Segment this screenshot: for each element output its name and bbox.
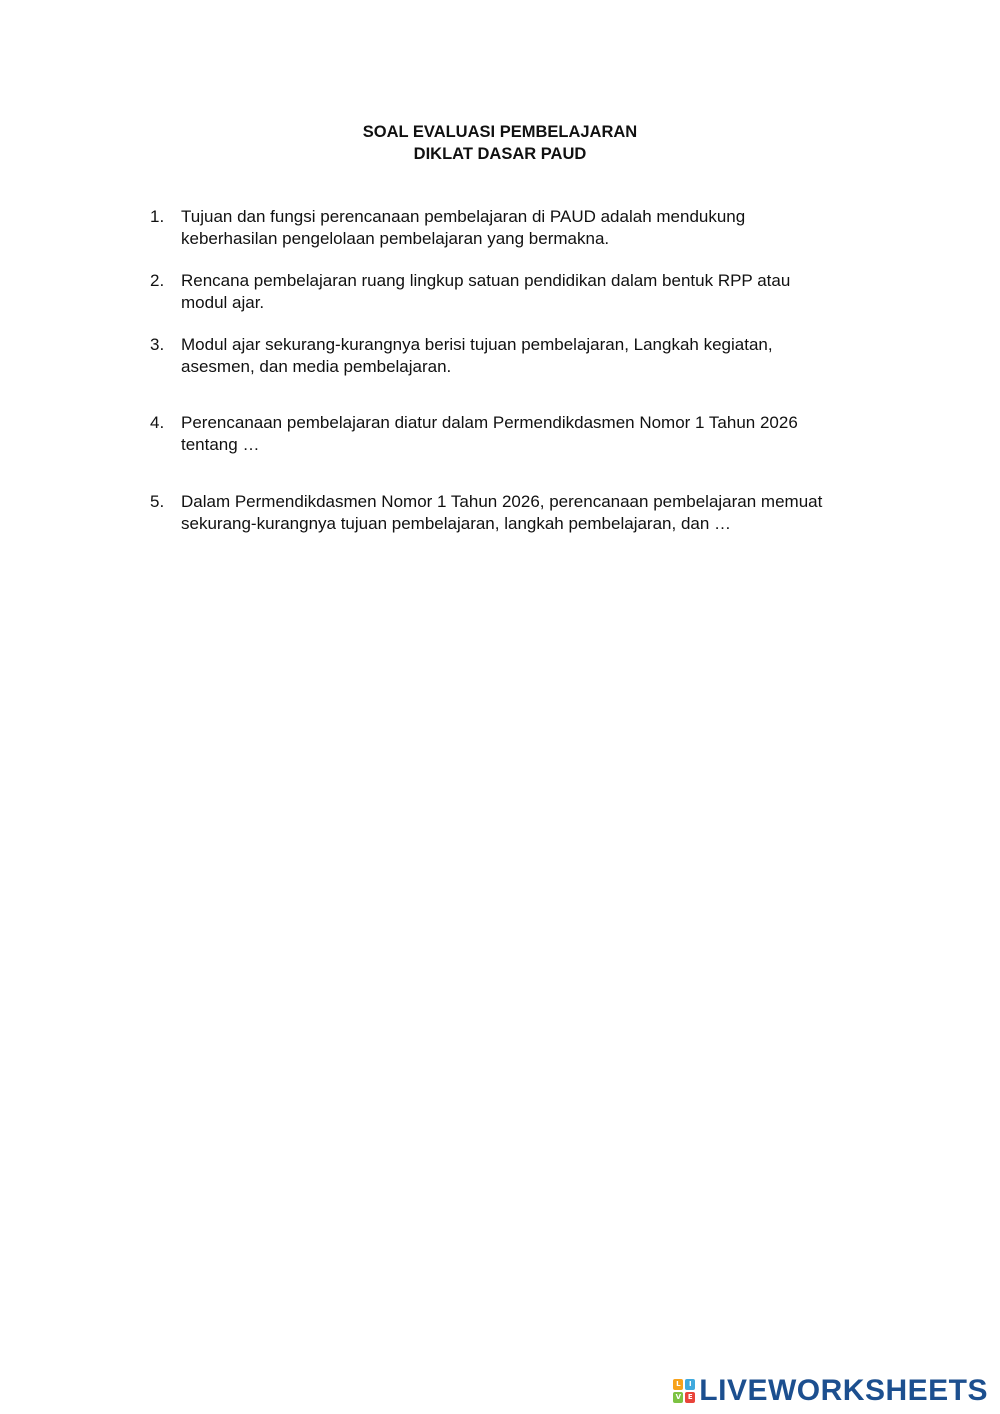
title-line-1: SOAL EVALUASI PEMBELAJARAN (362, 123, 638, 141)
liveworksheets-wordmark: LIVEWORKSHEETS (699, 1374, 988, 1407)
question-text-line-1: Dalam Permendikdasmen Nomor 1 Tahun 2026, perencanaan pembelajaran memuat (181, 492, 823, 511)
question-item (150, 334, 910, 378)
question-text-line-1: Tujuan dan fungsi perencanaan pembelajaran di PAUD adalah mendukung (181, 207, 746, 226)
question-number: 2. (150, 271, 165, 290)
liveworksheets-logo (673, 1376, 988, 1406)
question-number: 5. (150, 492, 165, 511)
question-item (150, 412, 910, 456)
question-item (150, 206, 910, 250)
question-text-line-1: Perencanaan pembelajaran diatur dalam Permendikdasmen Nomor 1 Tahun 2026 (181, 413, 798, 432)
question-text-line-2: keberhasilan pengelolaan pembelajaran yang bermakna. (181, 229, 610, 248)
document-title (0, 121, 1000, 165)
logo-square-i: I (685, 1379, 695, 1390)
question-text-line-1: Modul ajar sekurang-kurangnya berisi tujuan pembelajaran, Langkah kegiatan, (181, 335, 773, 354)
question-text-line-2: tentang … (181, 435, 260, 454)
question-text-line-2: modul ajar. (181, 293, 265, 312)
question-number: 3. (150, 335, 165, 354)
question-text-line-1: Rencana pembelajaran ruang lingkup satuan pendidikan dalam bentuk RPP atau (181, 271, 791, 290)
question-item (150, 270, 910, 314)
question-number: 1. (150, 207, 165, 226)
logo-square-v: V (673, 1392, 683, 1403)
liveworksheets-logo-icon (673, 1379, 695, 1403)
question-number: 4. (150, 413, 165, 432)
logo-square-e: E (685, 1392, 695, 1403)
question-text-line-2: asesmen, dan media pembelajaran. (181, 357, 452, 376)
logo-square-l: L (673, 1379, 683, 1390)
question-text-line-2: sekurang-kurangnya tujuan pembelajaran, langkah pembelajaran, dan … (181, 514, 732, 533)
title-line-2: DIKLAT DASAR PAUD (413, 145, 587, 163)
question-item (150, 491, 910, 535)
